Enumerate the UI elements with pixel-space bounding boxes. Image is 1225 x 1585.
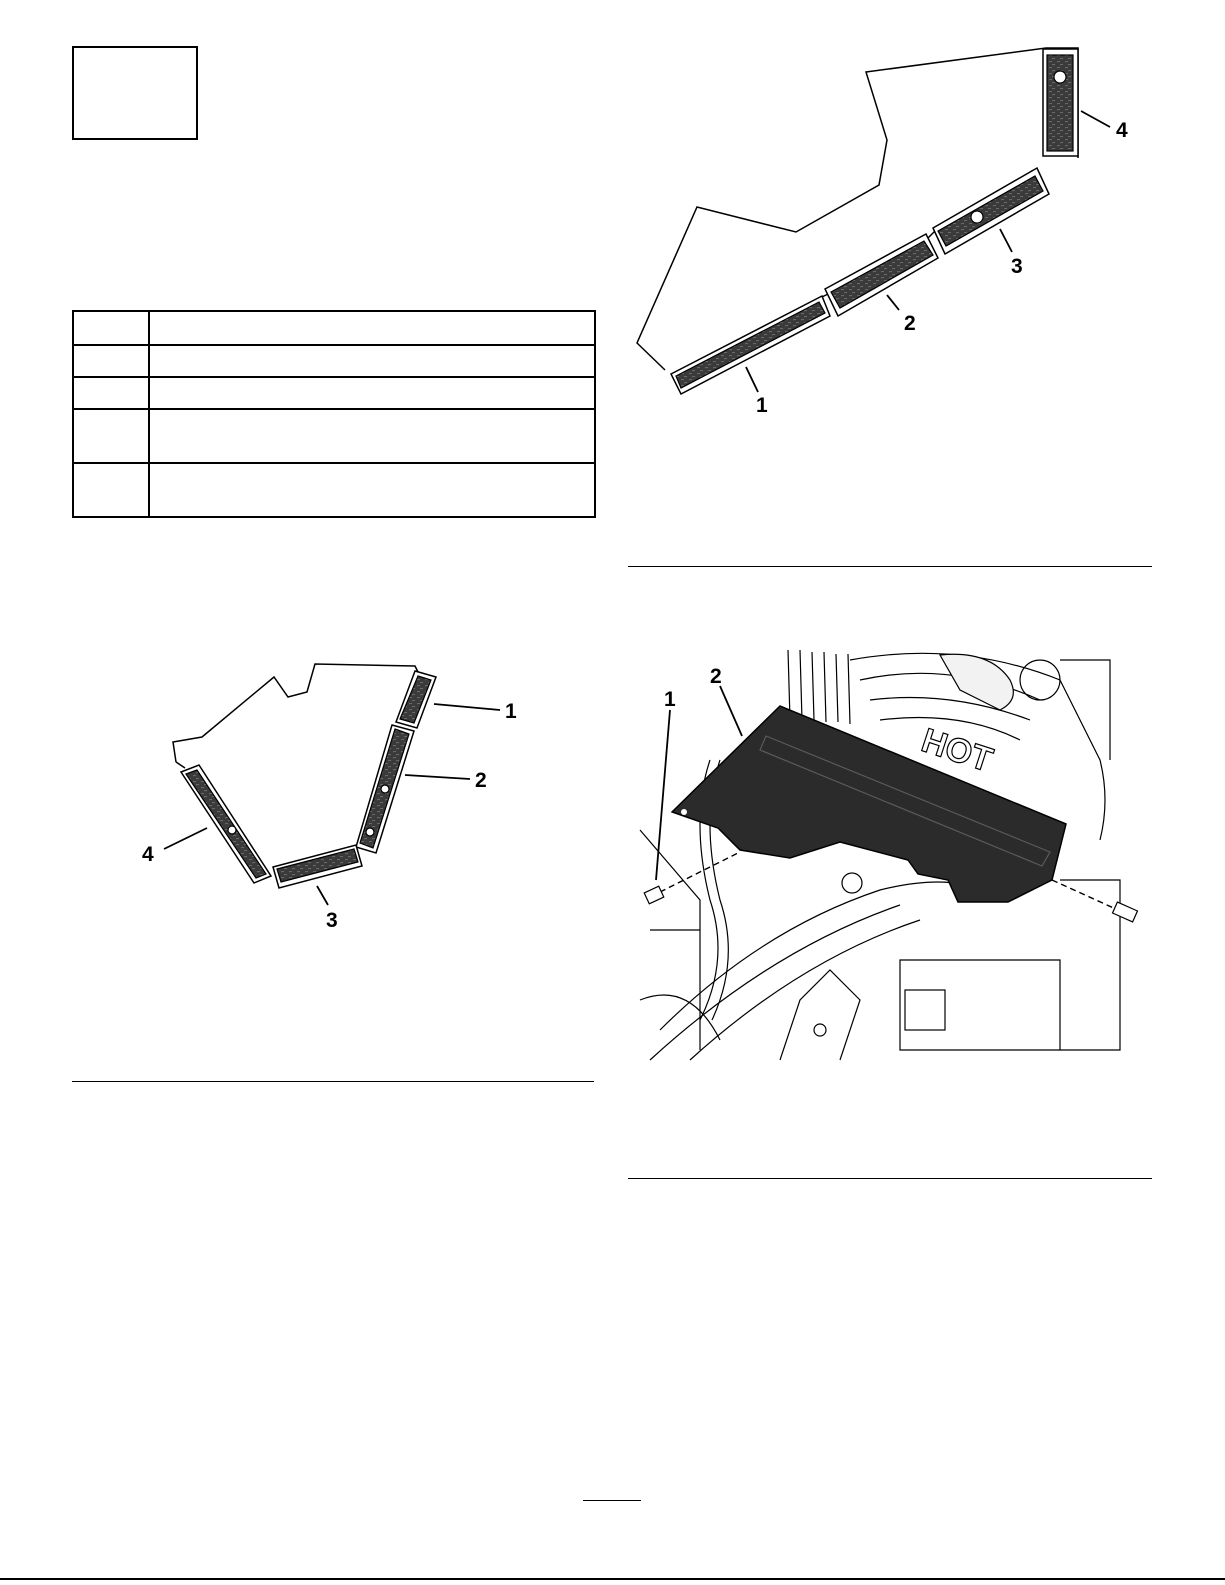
table-row	[73, 463, 595, 517]
table-row	[73, 311, 595, 345]
foam-strip-4	[1047, 55, 1073, 151]
callout-3: 3	[1011, 255, 1023, 278]
panel-outline	[173, 664, 418, 768]
callout-leader	[1081, 111, 1110, 127]
hot-emboss-text: HOT	[917, 721, 998, 780]
table-cell-qty	[73, 311, 149, 345]
callout-leader	[434, 704, 500, 710]
table-cell-description	[149, 345, 595, 377]
table-row	[73, 377, 595, 409]
figure-divider	[628, 1178, 1152, 1179]
mounting-hole	[366, 828, 374, 836]
bolt-right	[1052, 880, 1137, 922]
callout-leader	[405, 775, 470, 779]
table-cell-description	[149, 311, 595, 345]
table-cell-description	[149, 377, 595, 409]
figure-divider	[72, 1081, 594, 1082]
foam-strip-3	[938, 176, 1043, 246]
callout-3: 3	[326, 909, 338, 932]
mounting-hole	[381, 785, 389, 793]
callout-leader	[1000, 229, 1012, 252]
callout-leader	[746, 367, 758, 392]
table-row	[73, 409, 595, 463]
callout-leader	[164, 828, 207, 849]
foam-strip-4	[186, 770, 266, 878]
callout-2: 2	[904, 312, 916, 335]
page-number-line	[583, 1500, 641, 1501]
figure-strip-placement-top	[620, 40, 1160, 430]
callout-leader	[656, 710, 670, 880]
mounting-hole	[228, 826, 236, 834]
callout-leader	[887, 295, 899, 310]
figure-strip-placement-left	[130, 650, 550, 940]
table-cell-description	[149, 409, 595, 463]
table-cell-qty	[73, 345, 149, 377]
figure-divider	[628, 566, 1152, 567]
table-cell-description	[149, 463, 595, 517]
table-cell-qty	[73, 463, 149, 517]
foam-strip-2	[831, 241, 933, 308]
callout-2: 2	[475, 769, 487, 792]
callout-leader	[317, 886, 328, 905]
callout-4: 4	[1116, 119, 1128, 142]
callout-1: 1	[756, 394, 768, 417]
mounting-hole	[1054, 71, 1066, 83]
callout-2: 2	[710, 665, 722, 688]
table-cell-qty	[73, 377, 149, 409]
parts-table	[72, 310, 596, 518]
page-bottom-rule	[0, 1578, 1225, 1580]
callout-4: 4	[142, 843, 154, 866]
heat-shield	[672, 706, 1066, 902]
callout-1: 1	[505, 700, 517, 723]
callout-1: 1	[664, 688, 676, 711]
table-cell-qty	[73, 409, 149, 463]
bolt-left	[644, 852, 740, 904]
mounting-hole	[681, 809, 687, 815]
table-row	[73, 345, 595, 377]
callout-leader	[720, 686, 742, 736]
figure-heat-shield-install	[630, 640, 1150, 1070]
mounting-hole	[971, 211, 983, 223]
step-number-box	[72, 46, 198, 140]
